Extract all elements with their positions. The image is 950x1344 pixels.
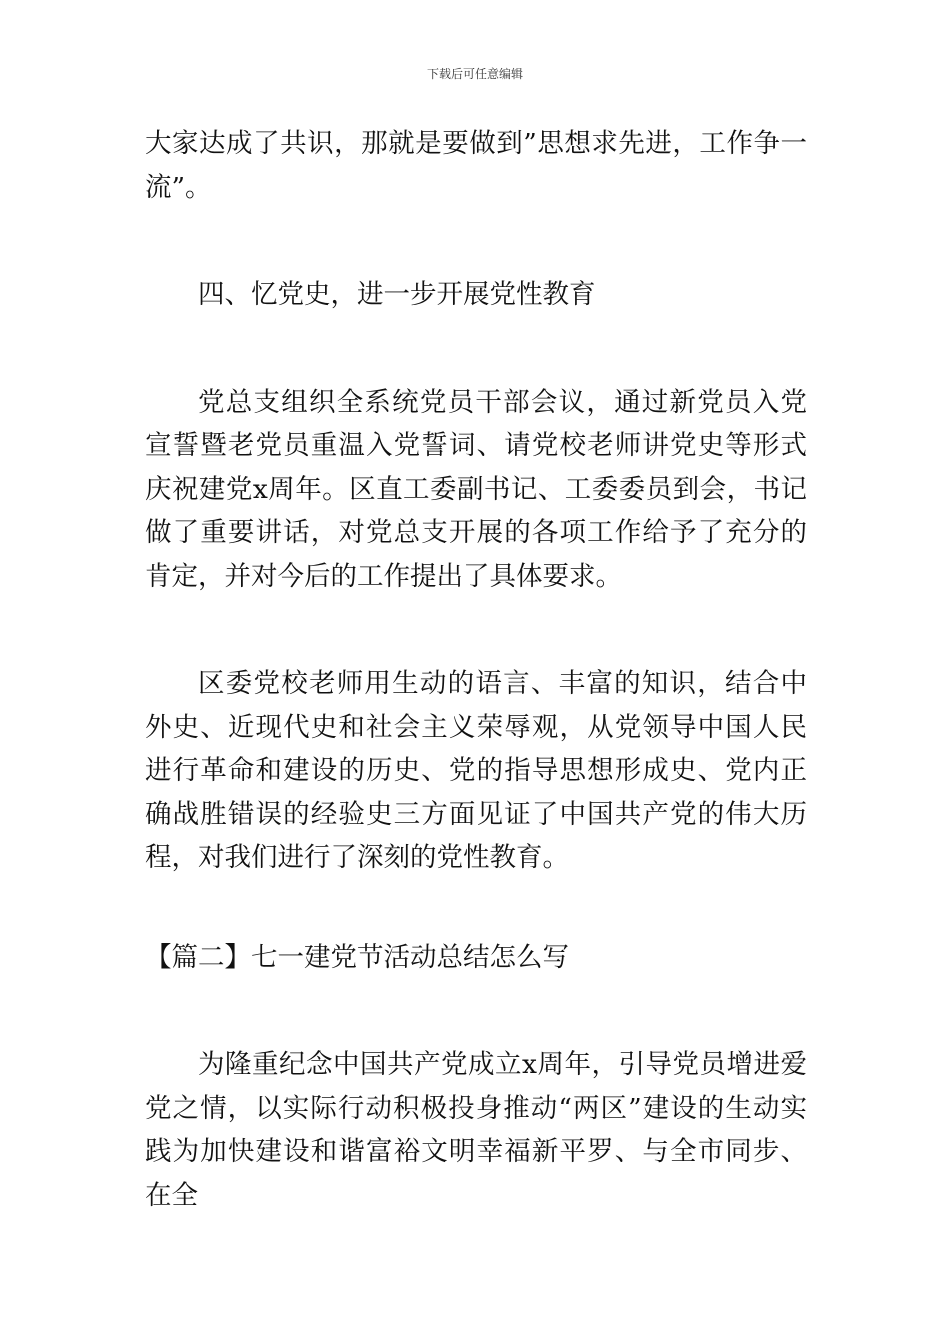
paragraph-party-school-lecture: 区委党校老师用生动的语言、丰富的知识，结合中外史、近现代史和社会主义荣辱观，从党领导中国人民进行革命和建设的历史、党的指导思想形成史、党内正确战胜错误的经验史三方面见证了中国共产党的伟大历程，对我们进行了深刻的党性教育。 (145, 668, 807, 873)
section-heading-party-history: 四、忆党史，进一步开展党性教育 (198, 279, 596, 310)
document-body (145, 122, 807, 1217)
paragraph-party-meeting: 党总支组织全系统党员干部会议，通过新党员入党宣誓暨老党员重温入党誓词、请党校老师讲党史等形式庆祝建党x周年。区直工委副书记、工委委员到会，书记做了重要讲话，对党总支开展的各项工作给予了充分的肯定，并对今后的工作提出了具体要求。 (145, 386, 807, 592)
paragraph-consensus: 大家达成了共识，那就是要做到”思想求先进，工作争一流”。 (145, 128, 807, 203)
page-header: 下载后可任意编辑 (426, 67, 523, 81)
paragraph-commemoration: 为隆重纪念中国共产党成立x周年，引导党员增进爱党之情，以实际行动积极投身推动“两区”建设的生动实践为加快建设和谐富裕文明幸福新平罗、与全市同步、在全 (145, 1049, 807, 1211)
article-title-part-two: 【篇二】七一建党节活动总结怎么写 (145, 941, 569, 973)
